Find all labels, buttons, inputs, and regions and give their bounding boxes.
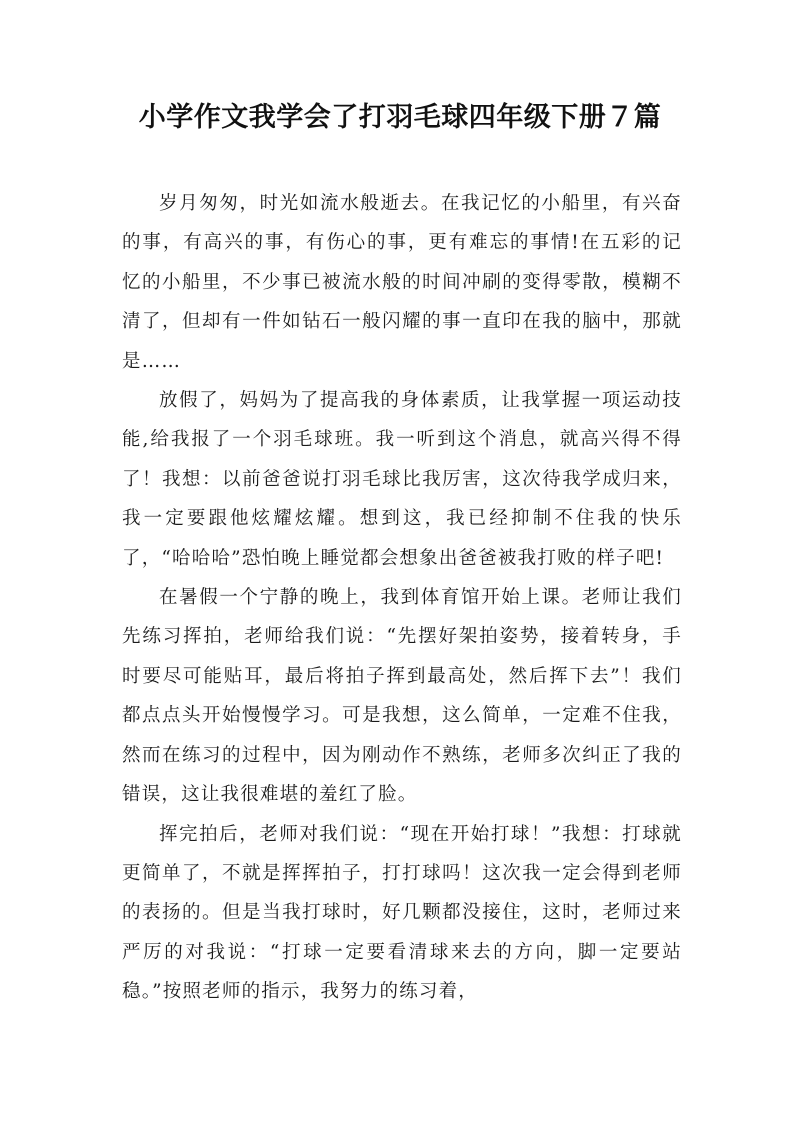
document-body	[122, 184, 682, 1012]
paragraph-3: 在暑假一个宁静的晚上，我到体育馆开始上课。老师让我们先练习挥拍，老师给我们说：“先摆好架拍姿势，接着转身，手时要尽可能贴耳，最后将拍子挥到最高处，然后挥下去”！我们都点点头开始慢慢学习。可是我想，这么简单，一定难不住我，然而在练习的过程中，因为刚动作不熟练，老师多次纠正了我的错误，这让我很难堪的羞红了脸。	[122, 587, 682, 806]
document-title: 小学作文我学会了打羽毛球四年级下册７篇	[138, 102, 662, 133]
paragraph-1: 岁月匆匆，时光如流水般逝去。在我记忆的小船里，有兴奋的事，有高兴的事，有伤心的事，更有难忘的事情!在五彩的记忆的小船里，不少事已被流水般的时间冲刷的变得零散，模糊不清了，但却有一件如钻石一般闪耀的事一直印在我的脑中，那就是……	[122, 193, 682, 372]
paragraph-2: 放假了，妈妈为了提高我的身体素质，让我掌握一项运动技能,给我报了一个羽毛球班。我一听到这个消息，就高兴得不得了！我想：以前爸爸说打羽毛球比我厉害，这次待我学成归来，我一定要跟他炫耀炫耀。想到这，我已经抑制不住我的快乐了，“哈哈哈”恐怕晚上睡觉都会想象出爸爸被我打败的样子吧!	[122, 390, 682, 569]
paragraph-4: 挥完拍后，老师对我们说：“现在开始打球！”我想：打球就更简单了，不就是挥挥拍子，打打球吗！这次我一定会得到老师的表扬的。但是当我打球时，好几颗都没接住，这时，老师过来严厉的对我说：“打球一定要看清球来去的方向，脚一定要站稳。”按照老师的指示，我努力的练习着，	[122, 823, 682, 1003]
